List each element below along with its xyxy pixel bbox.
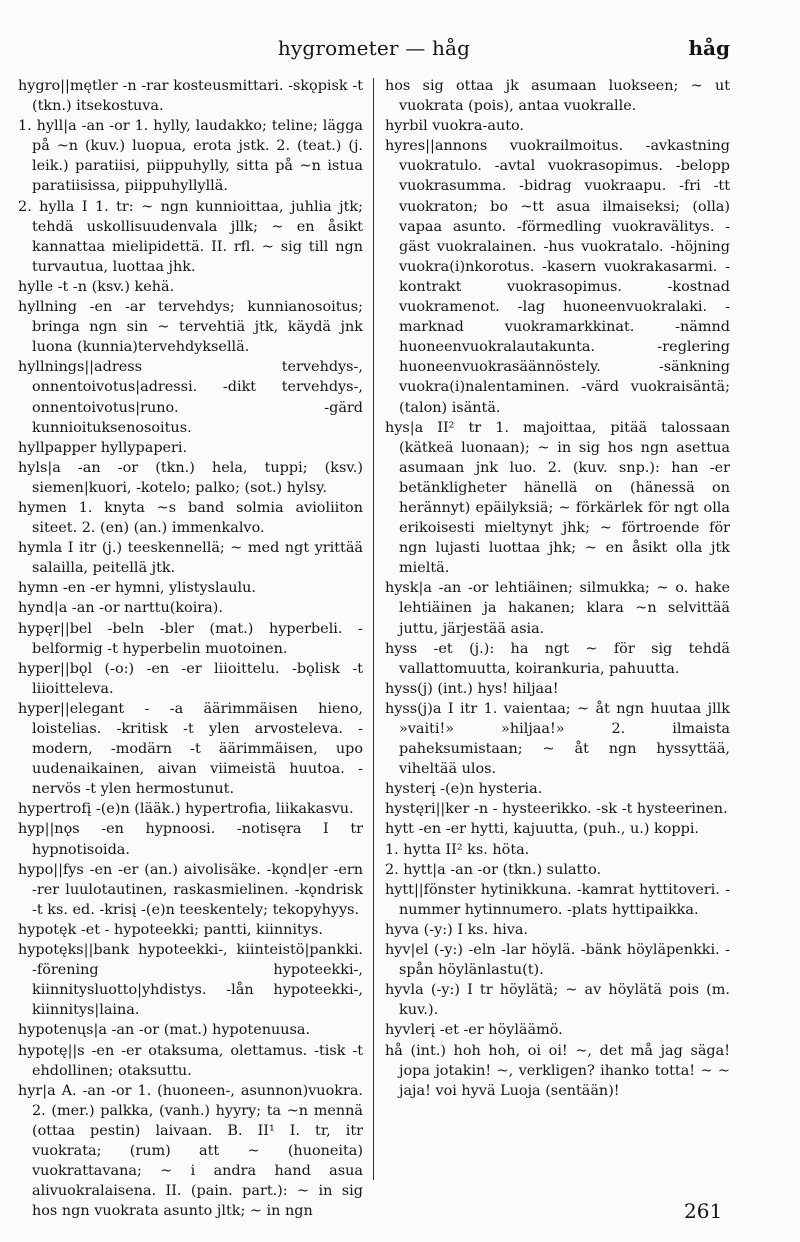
dictionary-entry: hyv|el (-y:) -eln -lar höylä. -bänk höyläpenkki. -spån höylänlastu(t). xyxy=(385,942,730,979)
dictionary-entry: hypotęks||bank hypoteekki-, kiinteistö|pankki. -förening hypoteekki-, kiinnitysluotto|yhdistys. -lån hypoteekki-, kiinnitys|laina. xyxy=(18,942,363,1019)
dictionary-entry: hyper||elegant - -a äärimmäisen hieno, loistelias. -kritisk -t ylen arvosteleva. -modern, -modärn -t äärimmäisen, upo uudenaikainen, aivan viimeistä huutoa. -nervös -t ylen hermostunut. xyxy=(18,700,363,798)
dictionary-entry: hymen 1. knyta ~s band solmia avioliiton siteet. 2. (en) (an.) immenkalvo. xyxy=(18,499,363,537)
dictionary-entry: hytt||fönster hytinikkuna. -kamrat hyttitoveri. -nummer hytinnumero. -plats hyttipaikka. xyxy=(385,881,730,918)
dictionary-entry: hygro||mętler -n -rar kosteusmittari. -skǫpisk -t (tkn.) itsekostuva. xyxy=(18,78,363,115)
dictionary-entry: hysk|a -an -or lehtiäinen; silmukka; ~ o. hake lehtiäinen ja hakanen; klara ~n selvittää juttu, järjestää asia. xyxy=(385,580,730,637)
dictionary-entry: hyva (-y:) I ks. hiva. xyxy=(385,921,528,938)
dictionary-entry: hyp||nǫs -en hypnoosi. -notisęra I tr hypnotisoida. xyxy=(18,821,363,858)
dictionary-entry: hos sig ottaa jk asumaan luokseen; ~ ut vuokrata (pois), antaa vuokralle. xyxy=(385,78,730,115)
dictionary-entry: 2. hylla I 1. tr: ~ ngn kunnioittaa, juhlia jtk; tehdä uskollisuudenvala jllk; ~ en åsikt kannattaa mielipidettä. II. rfl. ~ sig till ngn turvautua, luottaa jhk. xyxy=(18,198,363,275)
dictionary-entry: hylle -t -n (ksv.) kehä. xyxy=(18,278,175,295)
page-number: 261 xyxy=(684,1199,723,1223)
dictionary-entry: hysterį -(e)n hysteria. xyxy=(385,781,543,798)
dictionary-entry: hyss(j) (int.) hys! hiljaa! xyxy=(385,680,559,697)
dictionary-entry: hymn -en -er hymni, ylistyslaulu. xyxy=(18,580,256,597)
page-header xyxy=(18,36,730,68)
right-column xyxy=(385,76,730,1186)
dictionary-entry: 1. hyll|a -an -or 1. hylly, laudakko; teline; lägga på ~n (kuv.) luopua, erota jstk. 2. (teat.) (j. leik.) paratiisi, piippuhylly, sitta på ~n istua paratiisissa, piippuhyllyllä. xyxy=(18,118,363,195)
dictionary-entry: hypo||fys -en -er (an.) aivolisäke. -kǫnd|er -ern -rer luulotautinen, raskasmielinen. -kǫndrisk -t ks. ed. -krisį -(e)n teeskentely; tekopyhyys. xyxy=(18,861,363,918)
guide-word: håg xyxy=(688,36,730,60)
left-column xyxy=(18,76,363,1220)
dictionary-entry: hymla I itr (j.) teeskennellä; ~ med ngt yrittää salailla, peitellä jtk. xyxy=(18,540,363,577)
dictionary-entry: hyrbil vuokra-auto. xyxy=(385,118,524,135)
dictionary-entry: hytt -en -er hytti, kajuutta, (puh., u.) koppi. xyxy=(385,821,700,838)
column-divider xyxy=(373,78,374,1180)
dictionary-entry: hypertrofį -(e)n (lääk.) hypertrofia, liikakasvu. xyxy=(18,801,354,818)
dictionary-entry: hyllpapper hyllypaperi. xyxy=(18,439,188,456)
dictionary-entry: hyper||bǫl (-o:) -en -er liioittelu. -bǫlisk -t liioitteleva. xyxy=(18,660,363,697)
running-title: hygrometer — håg xyxy=(277,36,471,60)
dictionary-entry: hyllnings||adress tervehdys-, onnentoivotus|adressi. -dikt tervehdys-, onnentoivotus|runo. -gärd kunnioituksenosoitus. xyxy=(18,359,363,436)
dictionary-entry: 1. hytta II² ks. höta. xyxy=(385,841,530,858)
dictionary-entry: hyls|a -an -or (tkn.) hela, tuppi; (ksv.) siemen|kuori, -kotelo; palko; (sot.) hylsy. xyxy=(18,459,363,496)
dictionary-entry: 2. hytt|a -an -or (tkn.) sulatto. xyxy=(385,861,602,878)
dictionary-entry: hyllning -en -ar tervehdys; kunnianosoitus; bringa ngn sin ~ tervehtiä jtk, käydä jnk luona (kunnia)tervehdyksellä. xyxy=(18,299,363,356)
dictionary-entry: hypotęk -et - hypoteekki; pantti, kiinnitys. xyxy=(18,921,323,938)
dictionary-entry: hypotenųs|a -an -or (mat.) hypotenuusa. xyxy=(18,1022,311,1039)
dictionary-entry: hyvlerį -et -er höyläämö. xyxy=(385,1022,563,1039)
dictionary-entry: hyss -et (j.): ha ngt ~ för sig tehdä vallattomuutta, koirankuria, pahuutta. xyxy=(385,640,730,677)
dictionary-entry: hys|a II² tr 1. majoittaa, pitää talossaan (kätkeä luonaan); ~ in sig hos ngn asettua asumaan jnk luo. 2. (kuv. snp.): han -er betänkligheter hänellä on (hänessä on herännyt) epäilyksiä; ~ förkärlek för ngt olla erikoisesti mieltynyt jhk; ~ förtroende för ngn lujasti luottaa jhk; ~ en åsikt olla jtk mieltä. xyxy=(385,419,730,577)
dictionary-entry: hyvla (-y:) I tr höylätä; ~ av höylätä pois (m. kuv.). xyxy=(385,982,730,1019)
dictionary-entry: hyres||annons vuokrailmoitus. -avkastning vuokratulo. -avtal vuokrasopimus. -belopp vuokrasumma. -bidrag vuokraapu. -fri -tt vuokraton; bo ~tt asua ilmaiseksi; (olla) vapaa asunto. -förmedling vuokravälitys. -gäst vuokralainen. -hus vuokratalo. -höjning vuokra(i)nkorotus. -kasern vuokrakasarmi. -kontrakt vuokrasopimus. -kostnad vuokramenot. -lag huoneenvuokralaki. -marknad vuokramarkkinat. -nämnd huoneenvuokralautakunta. -reglering huoneenvuokrasäännöstely. -sänkning vuokra(i)nalentaminen. -värd vuokraisäntä; (talon) isäntä. xyxy=(385,138,730,416)
dictionary-entry: hypęr||bel -beln -bler (mat.) hyperbeli. -belformig -t hyperbelin muotoinen. xyxy=(18,620,363,657)
dictionary-entry: hystęri||ker -n - hysteerikko. -sk -t hysteerinen. xyxy=(385,801,728,818)
dictionary-entry: hynd|a -an -or narttu(koira). xyxy=(18,600,223,617)
dictionary-entry: hyss(j)a I itr 1. vaientaa; ~ åt ngn huutaa jllk »vaiti!» »hiljaa!» 2. ilmaista paheksumistaan; ~ åt ngn hyssyttää, viheltää ulos. xyxy=(385,700,730,778)
dictionary-entry: hypotę||s -en -er otaksuma, olettamus. -tisk -t ehdollinen; otaksuttu. xyxy=(18,1042,363,1079)
dictionary-entry: hå (int.) hoh hoh, oi oi! ~, det må jag säga! jopa jotakin! ~, verkligen? ihanko totta! ~ ~ jaja! voi hyvä Luoja (sentään)! xyxy=(385,1042,730,1099)
dictionary-entry: hyr|a A. -an -or 1. (huoneen-, asunnon)vuokra. 2. (mer.) palkka, (vanh.) hyyry; ta ~n mennä (ottaa pestin) laivaan. B. II¹ I. tr, itr vuokrata; (rum) att ~ (huoneita) vuokrattavana; ~ i andra hand asua alivuokralaisena. II. (pain. part.): ~ in sig hos ngn vuokrata asunto jltk; ~ in ngn xyxy=(18,1082,363,1220)
